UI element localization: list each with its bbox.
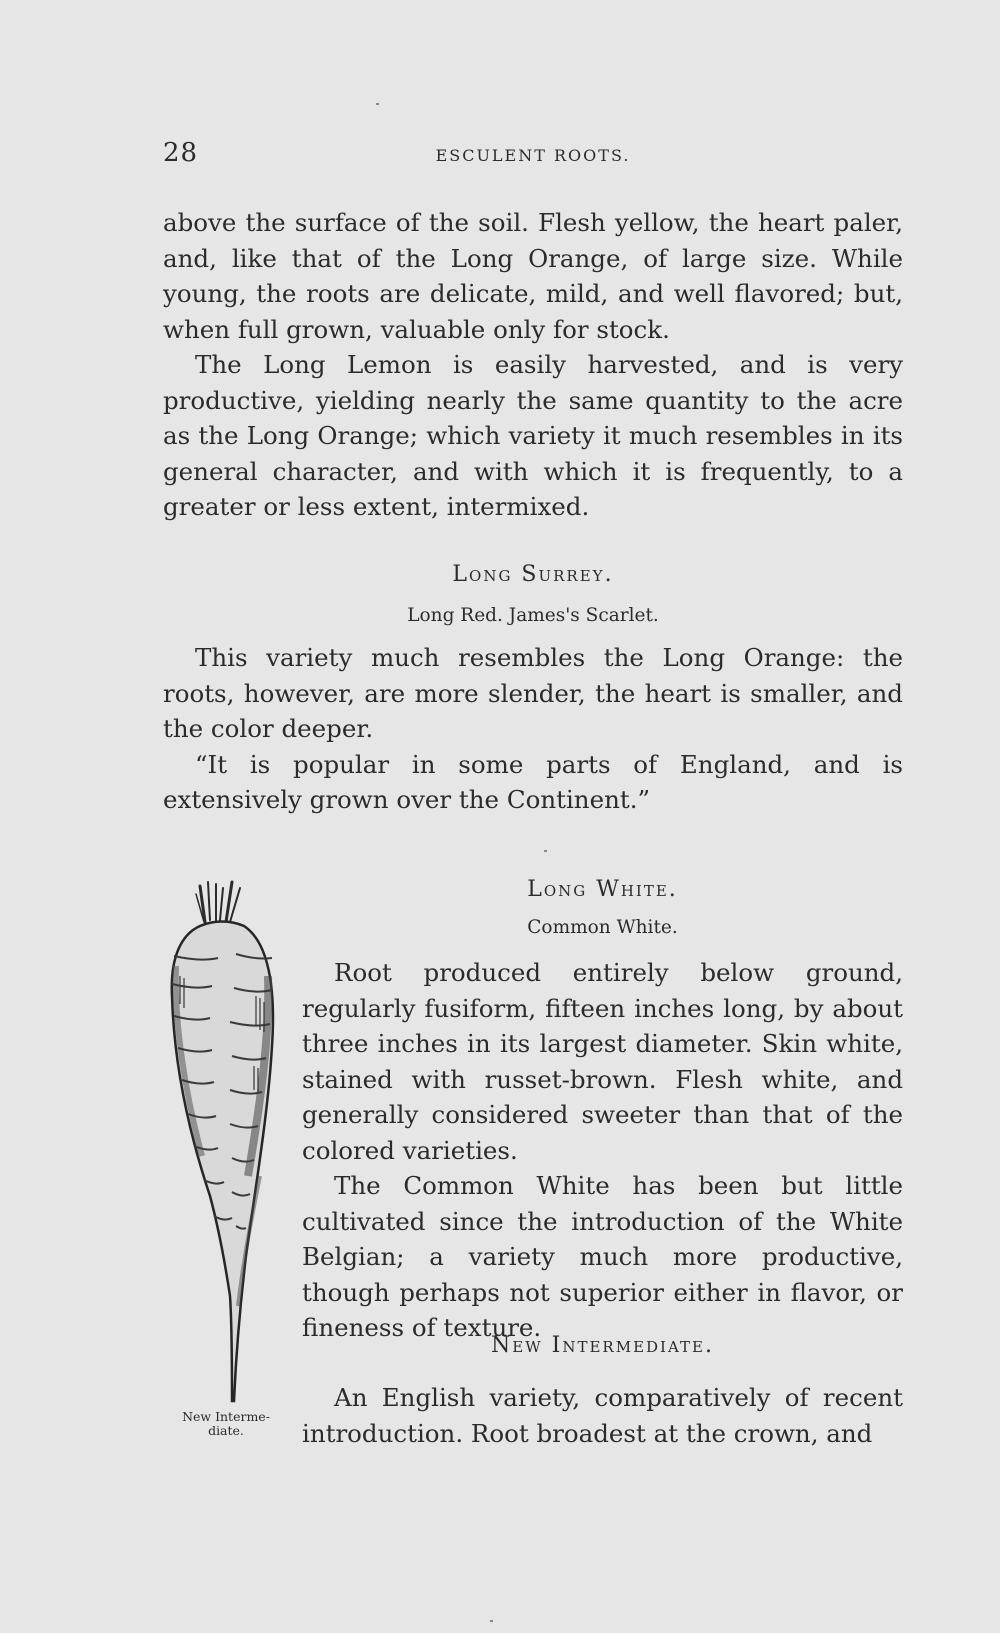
- paragraph-long-white-description: Root produced entirely below ground, regularly fusiform, fifteen inches long, by about three inches in its largest diameter. Skin white, stained with russet-brown. Flesh white, and generally considered sweeter than that of the colored varieties.: [302, 958, 903, 1165]
- figure-caption: [170, 1410, 282, 1438]
- section-heading-new-intermediate: New Intermediate.: [491, 1333, 714, 1358]
- new-intermediate-text: [302, 1380, 903, 1451]
- carrot-root-illustration-icon: [160, 876, 288, 1406]
- paragraph-long-white-cultivation: The Common White has been but little cultivated since the introduction of the White Belgian; a variety much more productive, though perhaps not superior either in flavor, or fineness of texture.: [302, 1171, 903, 1342]
- paragraph-long-lemon-harvest: The Long Lemon is easily harvested, and is very productive, yielding nearly the same quantity to the acre as the Long Orange; which variety it much resembles in its general character, and with which it is frequently, to a greater or less extent, intermixed.: [163, 350, 903, 521]
- speck-mark: [544, 850, 547, 852]
- section-heading-long-surrey: Long Surrey.: [452, 562, 614, 587]
- long-surrey-text: [163, 640, 903, 818]
- caption-line: diate.: [208, 1423, 244, 1438]
- long-white-text: [302, 955, 903, 1346]
- speck-mark: [490, 1620, 493, 1622]
- paragraph-new-intermediate-description: An English variety, comparatively of recent introduction. Root broadest at the crown, and: [302, 1383, 903, 1448]
- paragraph-long-surrey-description: This variety much resembles the Long Orange: the roots, however, are more slender, the heart is smaller, and the color deeper.: [163, 643, 903, 743]
- paragraph-long-lemon-description: above the surface of the soil. Flesh yellow, the heart paler, and, like that of the Long Orange, of large size. While young, the roots are delicate, mild, and well flavored; but, when full grown, valuable only for stock.: [163, 208, 903, 344]
- opening-text: [163, 205, 903, 525]
- section-heading-long-white: Long White.: [527, 877, 678, 902]
- speck-mark: [376, 103, 379, 105]
- paragraph-long-surrey-quote: “It is popular in some parts of England, and is extensively grown over the Continent.”: [163, 749, 903, 814]
- page-number: 28: [163, 138, 199, 168]
- synonyms-long-surrey: Long Red. James's Scarlet.: [407, 605, 659, 626]
- running-title: ESCULENT ROOTS.: [435, 146, 631, 165]
- running-head: [163, 138, 903, 174]
- synonyms-long-white: Common White.: [527, 917, 678, 938]
- caption-line: New Interme-: [182, 1409, 270, 1424]
